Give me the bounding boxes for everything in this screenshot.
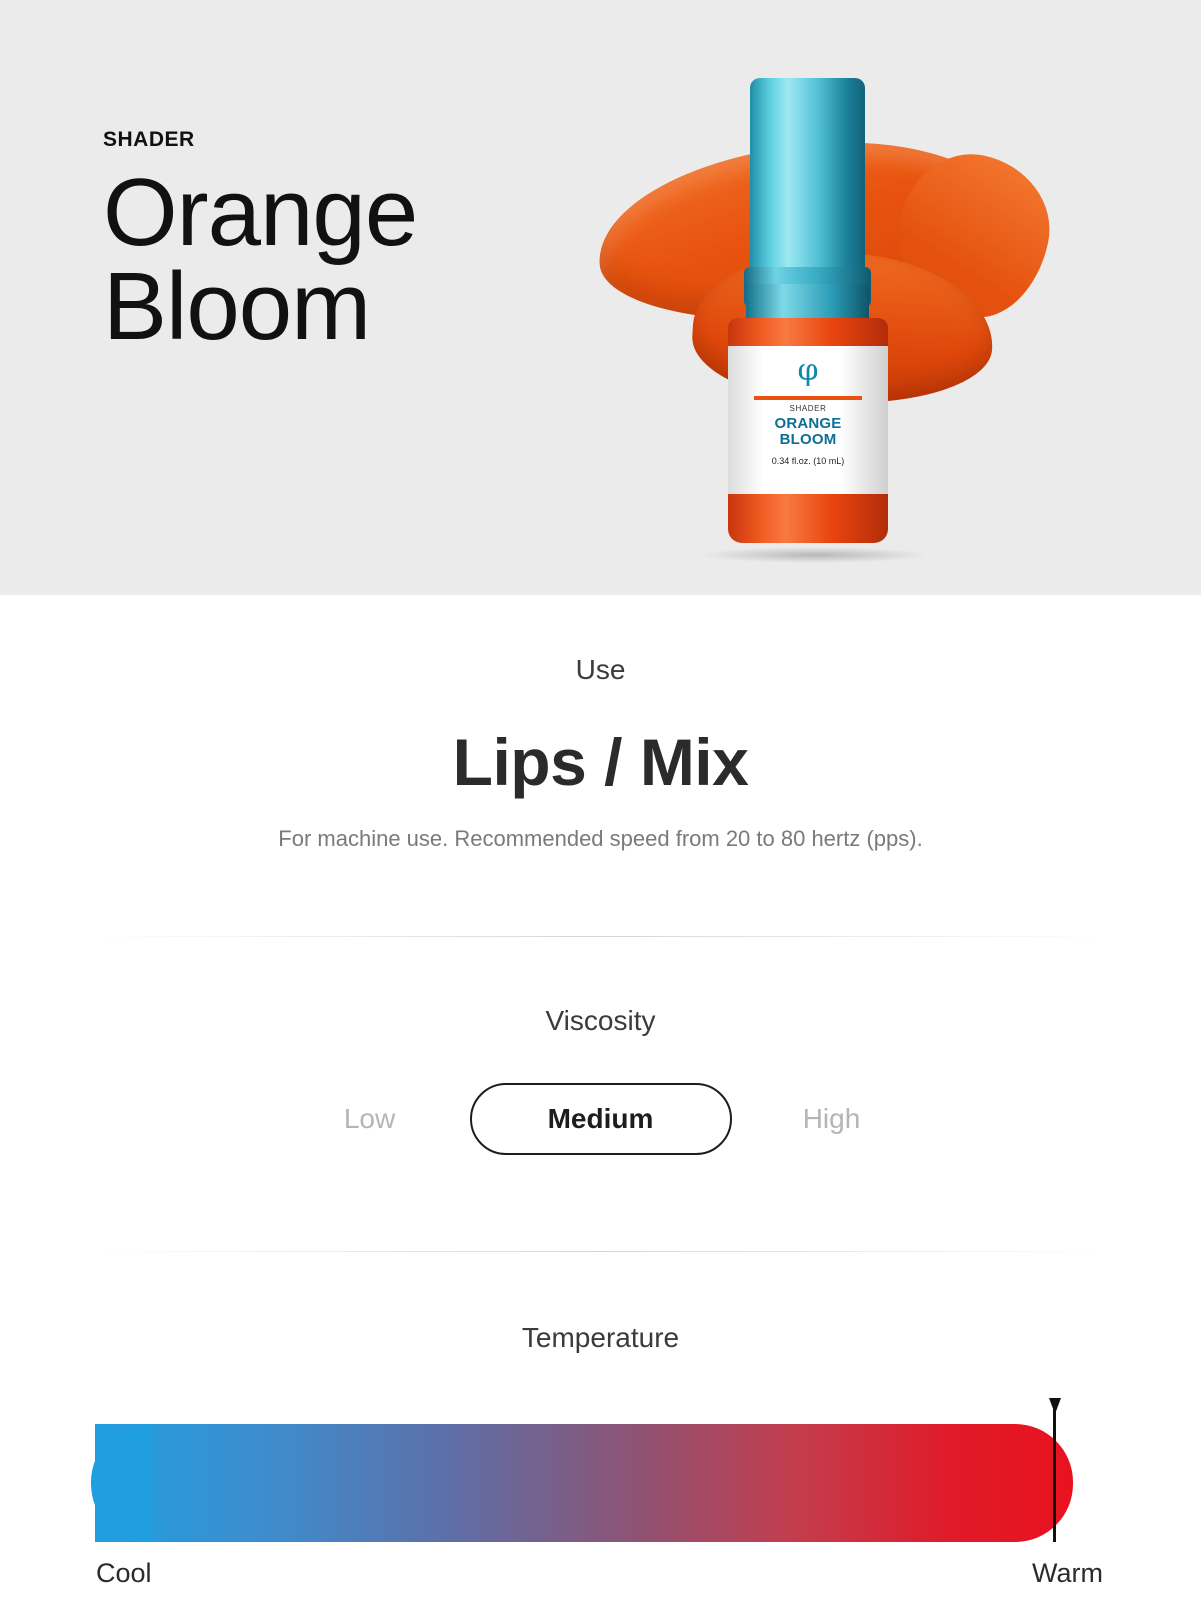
viscosity-option-low[interactable]: Low — [343, 1103, 396, 1134]
viscosity-section — [0, 937, 1201, 1252]
page-title-line-1: Orange — [103, 159, 418, 266]
viscosity-option-medium[interactable]: Medium — [470, 1083, 732, 1155]
label-divider — [754, 396, 862, 400]
hero-banner — [0, 0, 1201, 595]
page-title — [103, 159, 603, 361]
temperature-section-title: Temperature — [521, 1322, 680, 1353]
use-note: For machine use. Recommended speed from 20 to 80 hertz (pps). — [278, 826, 923, 851]
label-product-name-line-1: ORANGE — [774, 415, 842, 432]
label-product-name — [728, 416, 888, 448]
use-section — [0, 595, 1201, 937]
temperature-marker — [1053, 1400, 1056, 1542]
bottle-shadow — [700, 547, 930, 563]
bottle-label — [728, 346, 888, 494]
viscosity-section-title: Viscosity — [545, 1005, 656, 1036]
temperature-scale — [0, 1400, 1201, 1540]
product-type-kicker: SHADER — [103, 128, 195, 151]
label-product-type: SHADER — [789, 404, 827, 413]
temperature-scale-labels — [0, 1558, 1201, 1598]
temperature-section — [0, 1252, 1201, 1598]
brand-logo-icon: φ — [797, 353, 819, 388]
hero-text-block — [103, 128, 603, 361]
label-product-name-line-2: BLOOM — [779, 430, 837, 448]
use-section-title: Use — [575, 654, 626, 685]
product-image — [580, 60, 1060, 560]
pigment-bottle — [720, 78, 910, 548]
bottle-cap — [750, 78, 865, 293]
page-title-line-2: Bloom — [103, 253, 371, 361]
temperature-warm-label: Warm — [1032, 1558, 1103, 1588]
use-value: Lips / Mix — [452, 725, 749, 799]
temperature-gradient-bar — [95, 1424, 1073, 1542]
viscosity-options — [0, 1083, 1201, 1155]
temperature-cool-label: Cool — [96, 1558, 152, 1588]
viscosity-option-high[interactable]: High — [802, 1103, 861, 1134]
label-volume: 0.34 fl.oz. (10 mL) — [771, 456, 845, 466]
